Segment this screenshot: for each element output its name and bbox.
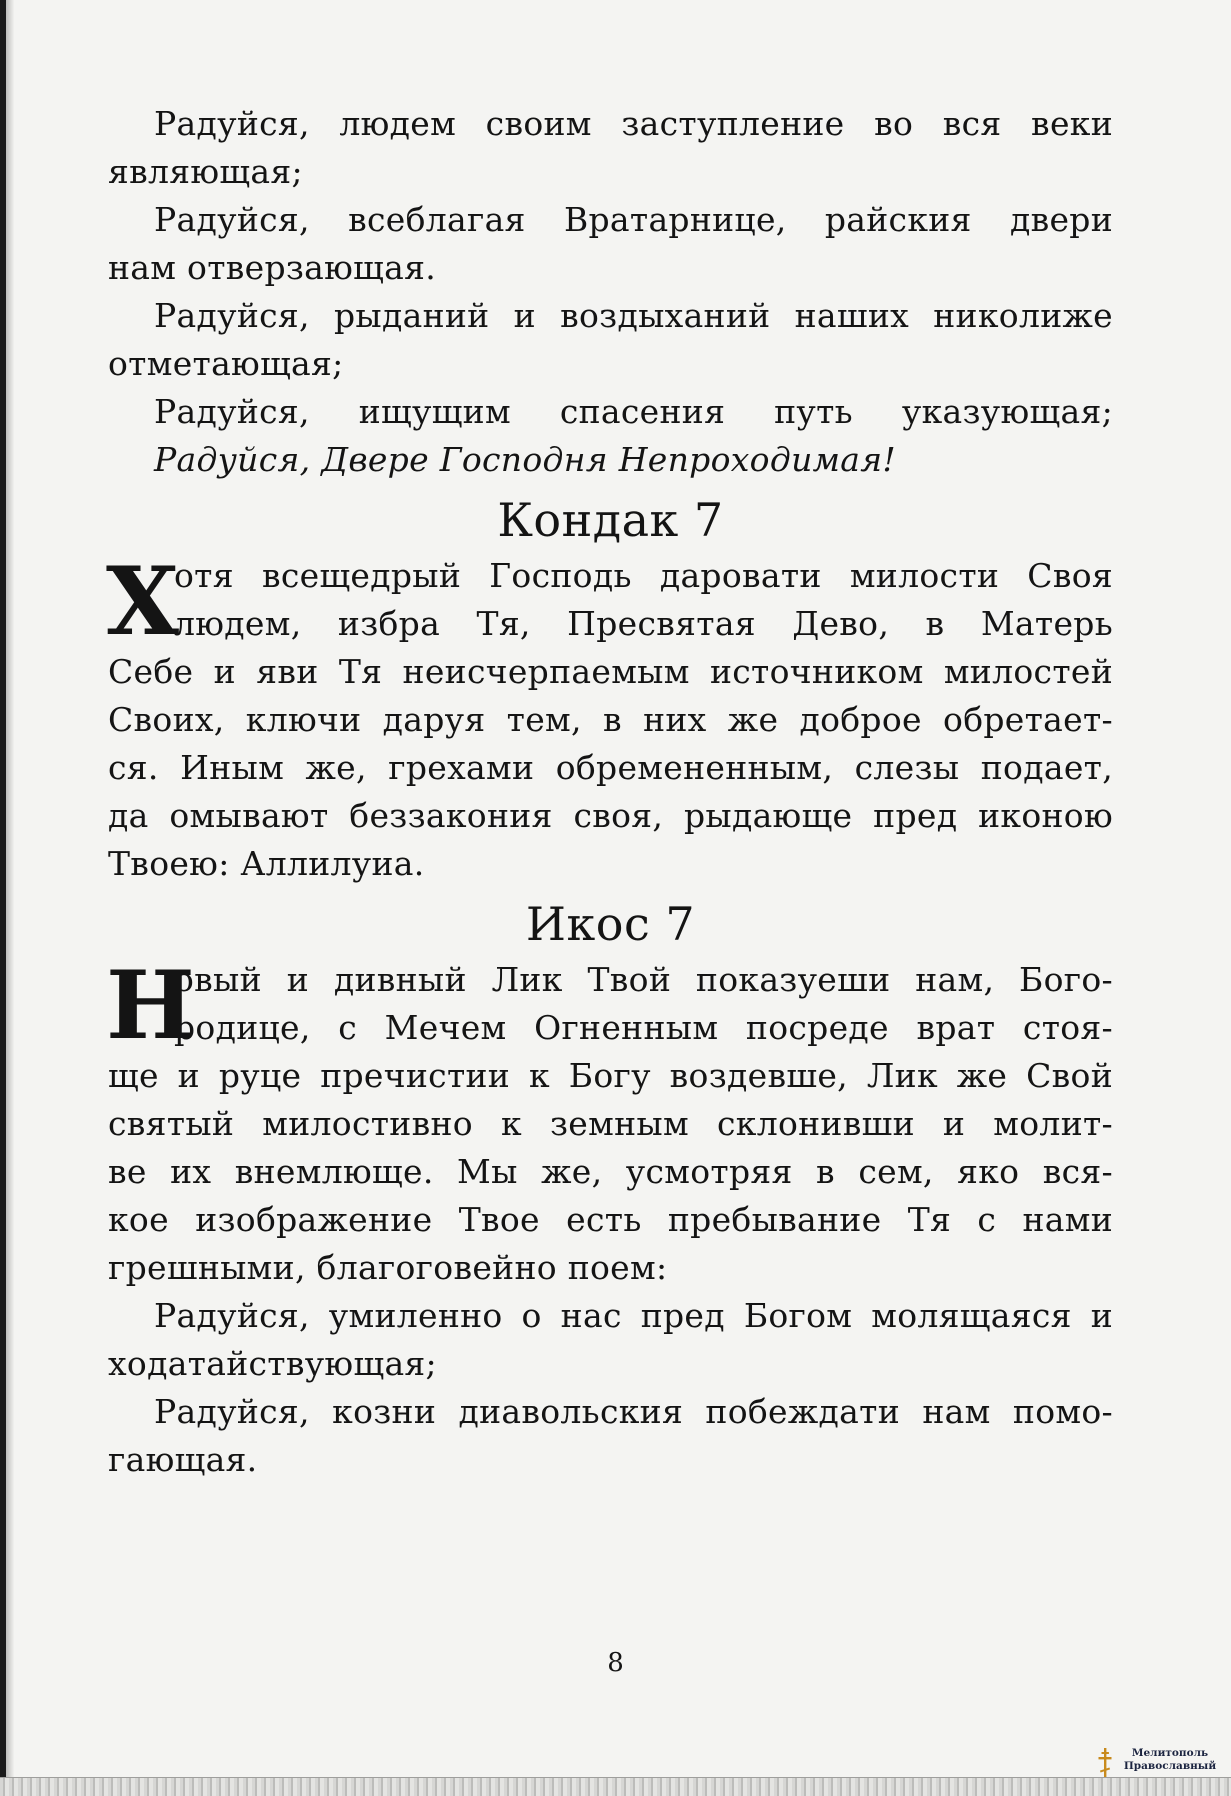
text-line: грешными, благоговейно поем: bbox=[108, 1248, 668, 1287]
kondak-dropcap: Х bbox=[106, 547, 179, 657]
text-line: Твоею: Аллилуиа. bbox=[108, 844, 425, 883]
page-bottom-edge bbox=[0, 1777, 1231, 1796]
ikos-paragraph bbox=[106, 951, 1113, 1484]
page-left-edge bbox=[0, 0, 14, 1796]
text-line: отя всещедрый Господь даровати милости Своя bbox=[174, 556, 1113, 595]
text-line: Радуйся, умиленно о нас пред Богом молящаяся и bbox=[154, 1296, 1113, 1335]
block-continuation bbox=[108, 100, 1113, 484]
kondak-paragraph bbox=[106, 547, 1113, 888]
orthodox-cross-icon bbox=[1098, 1748, 1112, 1778]
text-line: гающая. bbox=[108, 1440, 258, 1479]
text-line: ве их внемлюще. Мы же, усмотряя в сем, яко вся- bbox=[108, 1152, 1113, 1191]
text-line-italic: Радуйся, Двере Господня Непроходимая! bbox=[154, 440, 896, 479]
text-line: Своих, ключи даруя тем, в них же доброе обретает- bbox=[108, 700, 1113, 739]
watermark-line1: Мелитополь bbox=[1131, 1747, 1209, 1759]
text-line: святый милостивно к земным склонивши и молит- bbox=[108, 1104, 1113, 1143]
text-line: ще и руце пречистии к Богу воздевше, Лик же Свой bbox=[108, 1056, 1113, 1095]
text-line: Радуйся, рыданий и воздыханий наших николиже bbox=[154, 296, 1113, 335]
text-line: ся. Иным же, грехами обремененным, слезы подает, bbox=[108, 748, 1113, 787]
text-line: нам отверзающая. bbox=[108, 248, 437, 287]
text-line: Радуйся, ищущим спасения путь указующая; bbox=[154, 392, 1113, 431]
text-line: овый и дивный Лик Твой показуеши нам, Бого- bbox=[174, 960, 1113, 999]
watermark-line2: Православный bbox=[1123, 1760, 1217, 1772]
text-line: Себе и яви Тя неисчерпаемым источником милостей bbox=[108, 652, 1113, 691]
text-line: Радуйся, козни диавольския побеждати нам помо- bbox=[154, 1392, 1113, 1431]
page-number: 8 bbox=[607, 1648, 624, 1678]
watermark-text bbox=[1116, 1747, 1224, 1773]
text-line: людем, избра Тя, Пресвятая Дево, в Матерь bbox=[174, 604, 1113, 643]
text-column bbox=[108, 100, 1113, 1484]
watermark-logo bbox=[1098, 1746, 1226, 1780]
text-line: родице, с Мечем Огненным посреде врат стоя- bbox=[174, 1008, 1113, 1047]
text-line: Радуйся, всеблагая Вратарнице, райския двери bbox=[154, 200, 1113, 239]
text-line: да омывают беззакония своя, рыдающе пред иконою bbox=[108, 796, 1113, 835]
ikos-heading: Икос 7 bbox=[525, 897, 696, 951]
ikos-dropcap: Н bbox=[106, 951, 195, 1061]
text-line: ходатайствующая; bbox=[108, 1344, 437, 1383]
text-line: Радуйся, людем своим заступление во вся веки bbox=[154, 104, 1113, 143]
text-line: отметающая; bbox=[108, 344, 344, 383]
text-line: являющая; bbox=[108, 152, 303, 191]
text-line: кое изображение Твое есть пребывание Тя с нами bbox=[108, 1200, 1113, 1239]
kondak-heading: Кондак 7 bbox=[497, 493, 724, 547]
